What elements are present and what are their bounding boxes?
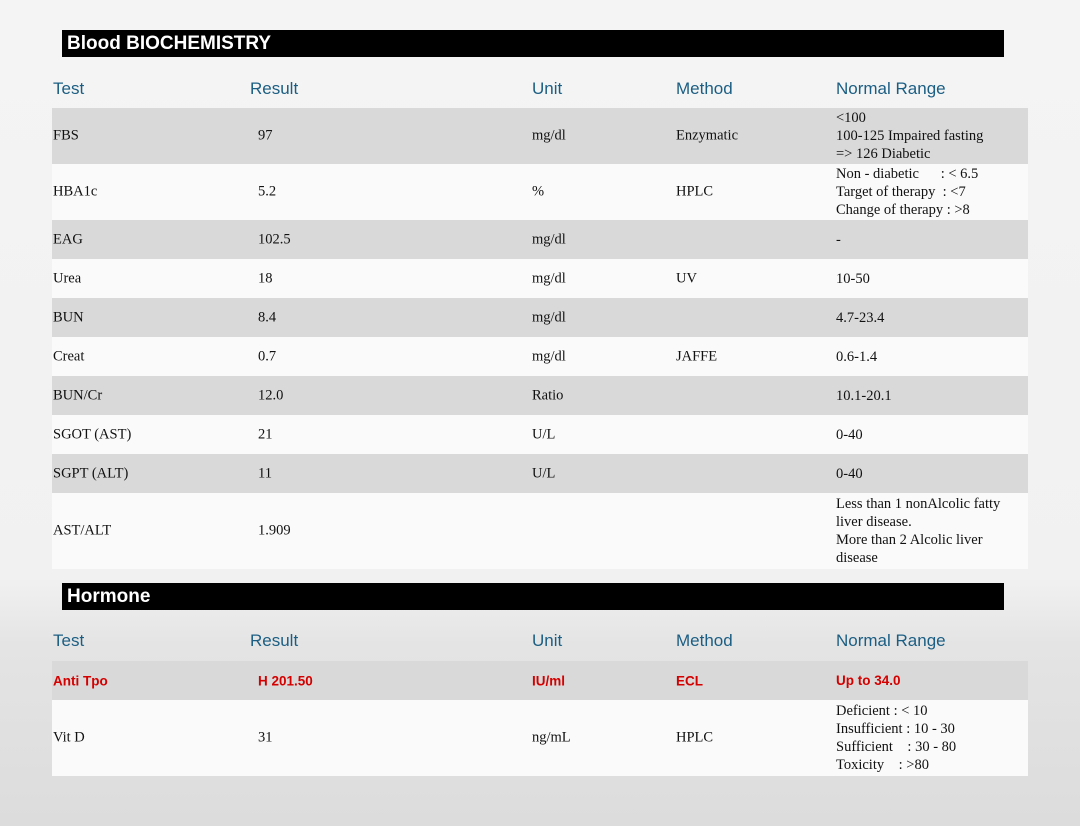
test-name: FBS <box>53 127 79 144</box>
normal-range <box>836 426 863 444</box>
hormone-table <box>52 661 1028 776</box>
table-row <box>52 259 1028 298</box>
table-row <box>52 220 1028 259</box>
result-value: H 201.50 <box>258 673 313 688</box>
normal-range-line: 0.6-1.4 <box>836 348 878 365</box>
method-value: UV <box>676 270 697 286</box>
table-row <box>52 108 1028 164</box>
biochemistry-table <box>52 108 1028 569</box>
biochemistry-table-header <box>52 79 1028 101</box>
result-value: 31 <box>258 729 273 746</box>
table-row <box>52 661 1028 700</box>
normal-range-line: - <box>836 231 841 248</box>
normal-range-line: <100 <box>836 110 866 126</box>
header-result: Result <box>250 79 299 98</box>
normal-range-line: Less than 1 nonAlcolic fatty <box>836 496 1001 512</box>
normal-range-line: 10-50 <box>836 270 870 287</box>
result-value: 1.909 <box>258 522 291 539</box>
hormone-section-title: Hormone <box>62 583 1004 610</box>
normal-range-line: disease <box>836 550 878 566</box>
header-unit: Unit <box>532 631 563 650</box>
unit-value: IU/ml <box>532 673 566 688</box>
normal-range-line: Insufficient : 10 - 30 <box>836 721 955 737</box>
unit-value: mg/dl <box>532 309 566 325</box>
result-value: 11 <box>258 465 272 481</box>
header-unit: Unit <box>532 79 563 98</box>
test-name: Creat <box>53 348 85 364</box>
table-row <box>52 415 1028 454</box>
normal-range-line: Deficient : < 10 <box>836 703 928 719</box>
table-row <box>52 454 1028 493</box>
normal-range-line: liver disease. <box>836 514 912 530</box>
method-value: ECL <box>676 673 703 688</box>
method-value: JAFFE <box>676 348 718 364</box>
unit-value: % <box>532 183 545 200</box>
normal-range-line: => 126 Diabetic <box>836 146 931 162</box>
normal-range-line: 0-40 <box>836 426 863 443</box>
normal-range <box>836 387 892 405</box>
test-name: EAG <box>53 231 83 247</box>
result-value: 12.0 <box>258 387 284 403</box>
test-name: HBA1c <box>53 183 98 200</box>
test-name: SGOT (AST) <box>53 426 132 442</box>
normal-range <box>836 348 877 366</box>
result-value: 97 <box>258 127 273 144</box>
normal-range <box>836 109 983 163</box>
normal-range-line: Non - diabetic : < 6.5 <box>836 166 979 182</box>
unit-value: mg/dl <box>532 348 566 364</box>
test-name: Urea <box>53 270 82 286</box>
header-result: Result <box>250 631 299 650</box>
normal-range <box>836 231 841 249</box>
hormone-table-header <box>52 631 1028 653</box>
result-value: 5.2 <box>258 183 277 200</box>
unit-value: mg/dl <box>532 270 566 286</box>
normal-range-line: 10.1-20.1 <box>836 387 892 404</box>
method-value: HPLC <box>676 729 714 746</box>
table-row <box>52 298 1028 337</box>
normal-range <box>836 465 863 483</box>
header-method: Method <box>676 631 733 650</box>
table-row <box>52 337 1028 376</box>
normal-range-line: 4.7-23.4 <box>836 309 885 326</box>
normal-range <box>836 270 870 288</box>
normal-range-line: Sufficient : 30 - 80 <box>836 739 957 755</box>
header-normal-range: Normal Range <box>836 631 946 650</box>
normal-range <box>836 309 884 327</box>
normal-range-line: 100-125 Impaired fasting <box>836 128 984 144</box>
normal-range-line: Change of therapy : >8 <box>836 202 970 218</box>
biochemistry-section-title: Blood BIOCHEMISTRY <box>62 30 1004 57</box>
normal-range-line: Target of therapy : <7 <box>836 184 966 200</box>
unit-value: U/L <box>532 465 556 481</box>
test-name: Vit D <box>53 729 85 746</box>
test-name: BUN/Cr <box>53 387 103 403</box>
normal-range <box>836 495 1000 567</box>
header-normal-range: Normal Range <box>836 79 946 98</box>
normal-range-line: Toxicity : >80 <box>836 757 929 773</box>
normal-range <box>836 165 978 219</box>
normal-range-line: Up to 34.0 <box>836 672 901 688</box>
unit-value: U/L <box>532 426 556 442</box>
table-row <box>52 700 1028 776</box>
normal-range <box>836 702 956 774</box>
normal-range-line: 0-40 <box>836 465 863 482</box>
test-name: BUN <box>53 309 84 325</box>
test-name: Anti Tpo <box>53 673 108 688</box>
normal-range <box>836 672 901 690</box>
method-value: HPLC <box>676 183 714 200</box>
result-value: 102.5 <box>258 231 291 247</box>
table-row <box>52 376 1028 415</box>
table-row <box>52 493 1028 569</box>
result-value: 0.7 <box>258 348 277 364</box>
unit-value: mg/dl <box>532 231 566 247</box>
table-row <box>52 164 1028 220</box>
unit-value: ng/mL <box>532 729 571 746</box>
result-value: 21 <box>258 426 273 442</box>
normal-range-line: More than 2 Alcolic liver <box>836 532 983 548</box>
unit-value: mg/dl <box>532 127 566 144</box>
result-value: 8.4 <box>258 309 277 325</box>
test-name: AST/ALT <box>53 522 112 539</box>
result-value: 18 <box>258 270 273 286</box>
method-value: Enzymatic <box>676 127 739 144</box>
header-test: Test <box>53 79 85 98</box>
unit-value: Ratio <box>532 387 564 403</box>
header-test: Test <box>53 631 85 650</box>
test-name: SGPT (ALT) <box>53 465 129 481</box>
header-method: Method <box>676 79 733 98</box>
